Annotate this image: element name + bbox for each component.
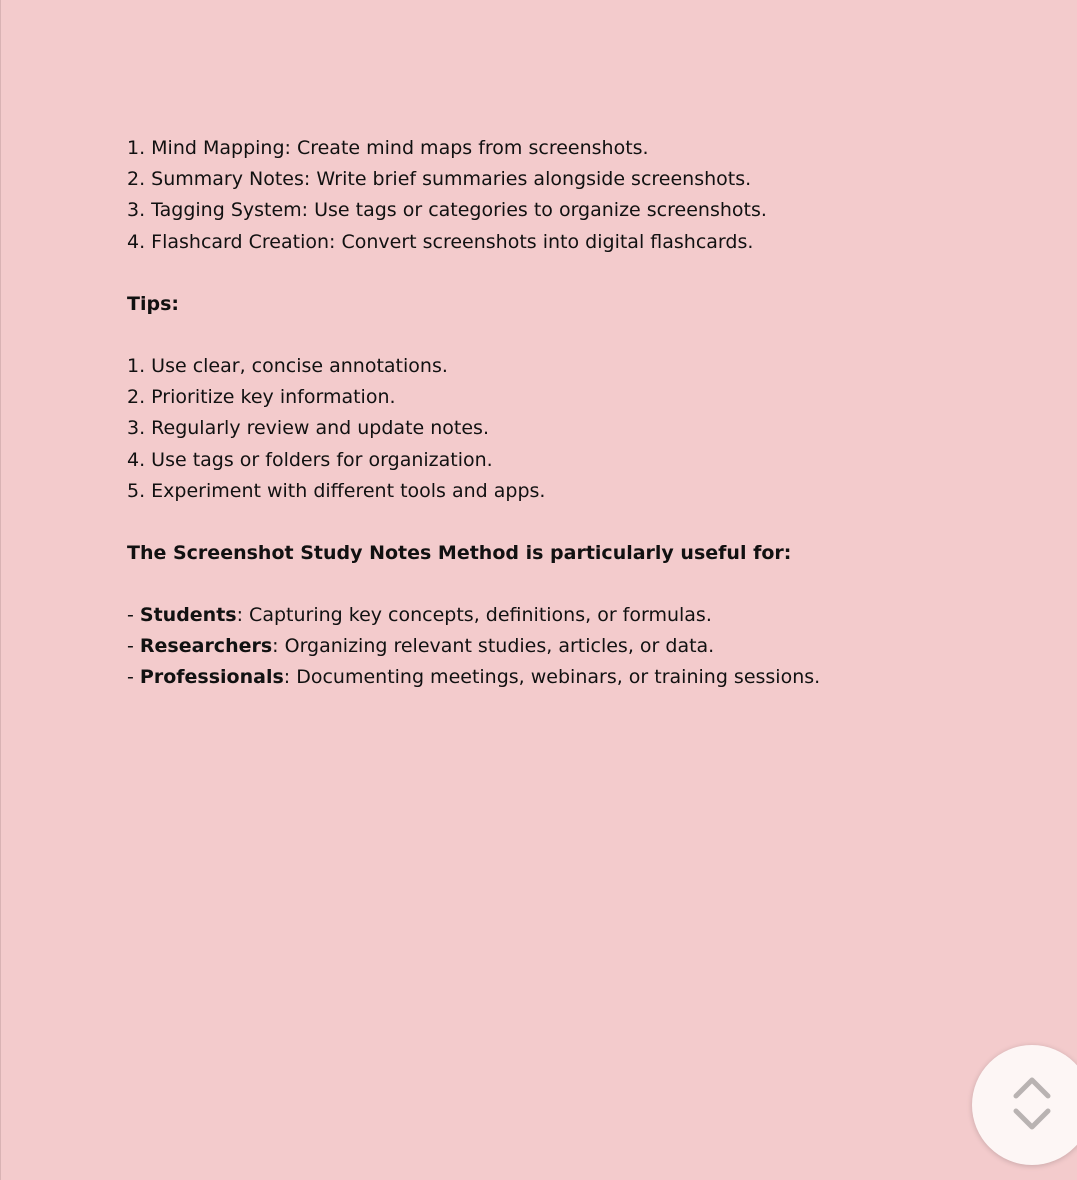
audience-item-professionals [127,662,1027,693]
useful-for-heading: The Screenshot Study Notes Method is particularly useful for: [127,541,792,564]
method-item: 2. Summary Notes: Write brief summaries alongside screenshots. [127,168,752,191]
audience-term: Researchers [139,635,273,658]
tip-item: 2. Prioritize key information. [127,386,396,409]
audience-item-researchers [127,631,1027,662]
method-item: 1. Mind Mapping: Create mind maps from screenshots. [127,137,649,159]
note-content [127,133,1027,694]
audience-description: : Documenting meetings, webinars, or training sessions. [283,666,821,689]
tip-item: 3. Regularly review and update notes. [127,417,489,440]
audience-item-students [127,600,1027,631]
tip-item: 5. Experiment with different tools and apps. [127,479,546,502]
method-item: 3. Tagging System: Use tags or categories to organize screenshots. [127,199,767,222]
tips-heading: Tips: [127,292,179,315]
audience-term: Students [139,604,237,627]
chevron-up-icon[interactable] [1010,1072,1054,1102]
method-item: 4. Flashcard Creation: Convert screenshots into digital flashcards. [127,230,754,253]
audience-term: Professionals [139,666,284,689]
bullet-prefix: - [127,666,140,689]
audience-description: : Organizing relevant studies, articles, or data. [272,635,715,658]
bullet-prefix: - [127,604,140,627]
scroll-navigation-widget[interactable] [972,1045,1077,1165]
bullet-prefix: - [127,635,140,658]
tip-item: 4. Use tags or folders for organization. [127,448,493,471]
chevron-down-icon[interactable] [1010,1105,1054,1135]
page-left-edge [0,0,1,1180]
tip-item: 1. Use clear, concise annotations. [127,354,448,377]
audience-description: : Capturing key concepts, definitions, or formulas. [236,604,712,627]
